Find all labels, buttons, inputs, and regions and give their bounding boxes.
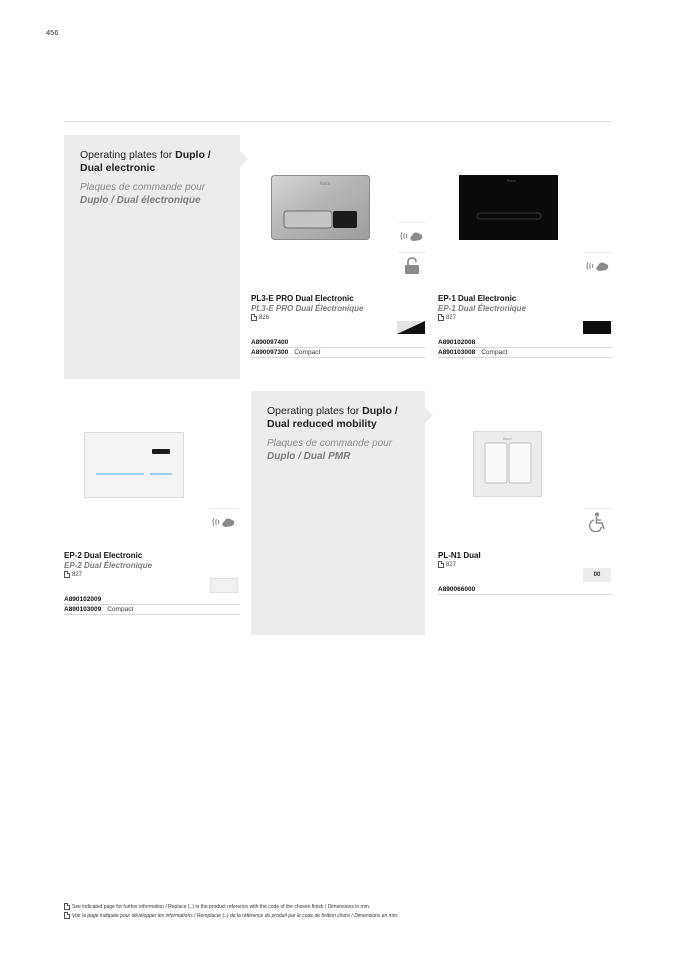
wheelchair-icon (589, 512, 607, 532)
section-intro-reduced-mobility (251, 391, 425, 635)
product-image-ep-1 (459, 175, 558, 240)
section-intro-electronic (64, 135, 240, 379)
product-image-pl-n1 (473, 431, 542, 497)
product-name: PL-N1 Dual (438, 551, 481, 560)
product-name-fr: EP-1 Dual Électronique (438, 304, 527, 313)
section-subtitle: Plaques de commande pour Duplo / Dual électronique (80, 182, 206, 206)
wheelchair-icon-box (584, 508, 612, 534)
code-row: A890103009 Compact (64, 605, 240, 615)
product-name: EP-2 Dual Electronic (64, 551, 143, 560)
product-name: PL3-E PRO Dual Electronic (251, 294, 354, 303)
product-name: EP-1 Dual Electronic (438, 294, 517, 303)
page-ref-icon (64, 912, 70, 919)
product-image-pl3-e-pro (271, 175, 370, 240)
page-ref-icon (438, 314, 444, 321)
top-divider (64, 121, 613, 122)
sensor-hand-icon (400, 229, 424, 243)
section-title: Operating plates for Duplo / Dual reduced mobility (267, 405, 398, 430)
svg-text:Roca: Roca (503, 437, 512, 441)
code-row: A890103008 Compact (438, 348, 612, 358)
page-reference: 827 (438, 561, 456, 568)
finish-code-badge: 00 (583, 568, 611, 582)
code-row: A890102009 (64, 595, 240, 605)
product-name-fr: PL3-E PRO Dual Électronique (251, 304, 364, 313)
finish-swatch-steel-black (397, 321, 425, 334)
code-row: A890066000 (438, 585, 612, 595)
page-reference: 826 (251, 314, 269, 321)
finish-swatch-white (210, 578, 238, 593)
product-name-fr: EP-2 Dual Électronique (64, 561, 153, 570)
sensor-hand-icon (586, 259, 610, 273)
lock-icon-box (398, 252, 426, 278)
finish-swatch-black (583, 321, 611, 334)
page-reference: 827 (438, 314, 456, 321)
page-number: 456 (46, 28, 59, 37)
sensor-hand-icon-box (210, 508, 238, 534)
sensor-hand-icon (212, 515, 236, 529)
footnote-en: See indicated page for further information / Replace (..) in the product reference with the code of the chosen finish / Dimensions in mm. (64, 903, 370, 910)
footnote-fr: Voir la page indiquée pour développer les informations / Remplacer (..) de la référence du produit par le code de finition choisi / Dimensions en mm. (64, 912, 398, 919)
page-ref-icon (64, 571, 70, 578)
product-image-ep-2 (84, 432, 184, 498)
page-ref-icon (251, 314, 257, 321)
page-reference: 827 (64, 571, 82, 578)
svg-text:Roca: Roca (507, 179, 516, 183)
code-row: A890097300 Compact (251, 348, 425, 358)
sensor-hand-icon-box (584, 252, 612, 278)
code-row: A890102008 (438, 338, 612, 348)
sensor-hand-icon-box (398, 222, 426, 248)
svg-text:Roca: Roca (320, 181, 330, 186)
page-ref-icon (438, 561, 444, 568)
section-title: Operating plates for Duplo / Dual electronic (80, 149, 211, 174)
section-subtitle: Plaques de commande pour Duplo / Dual PMR (267, 438, 393, 462)
lock-icon (404, 257, 420, 275)
page-ref-icon (64, 903, 70, 910)
code-row: A890097400 (251, 338, 425, 348)
